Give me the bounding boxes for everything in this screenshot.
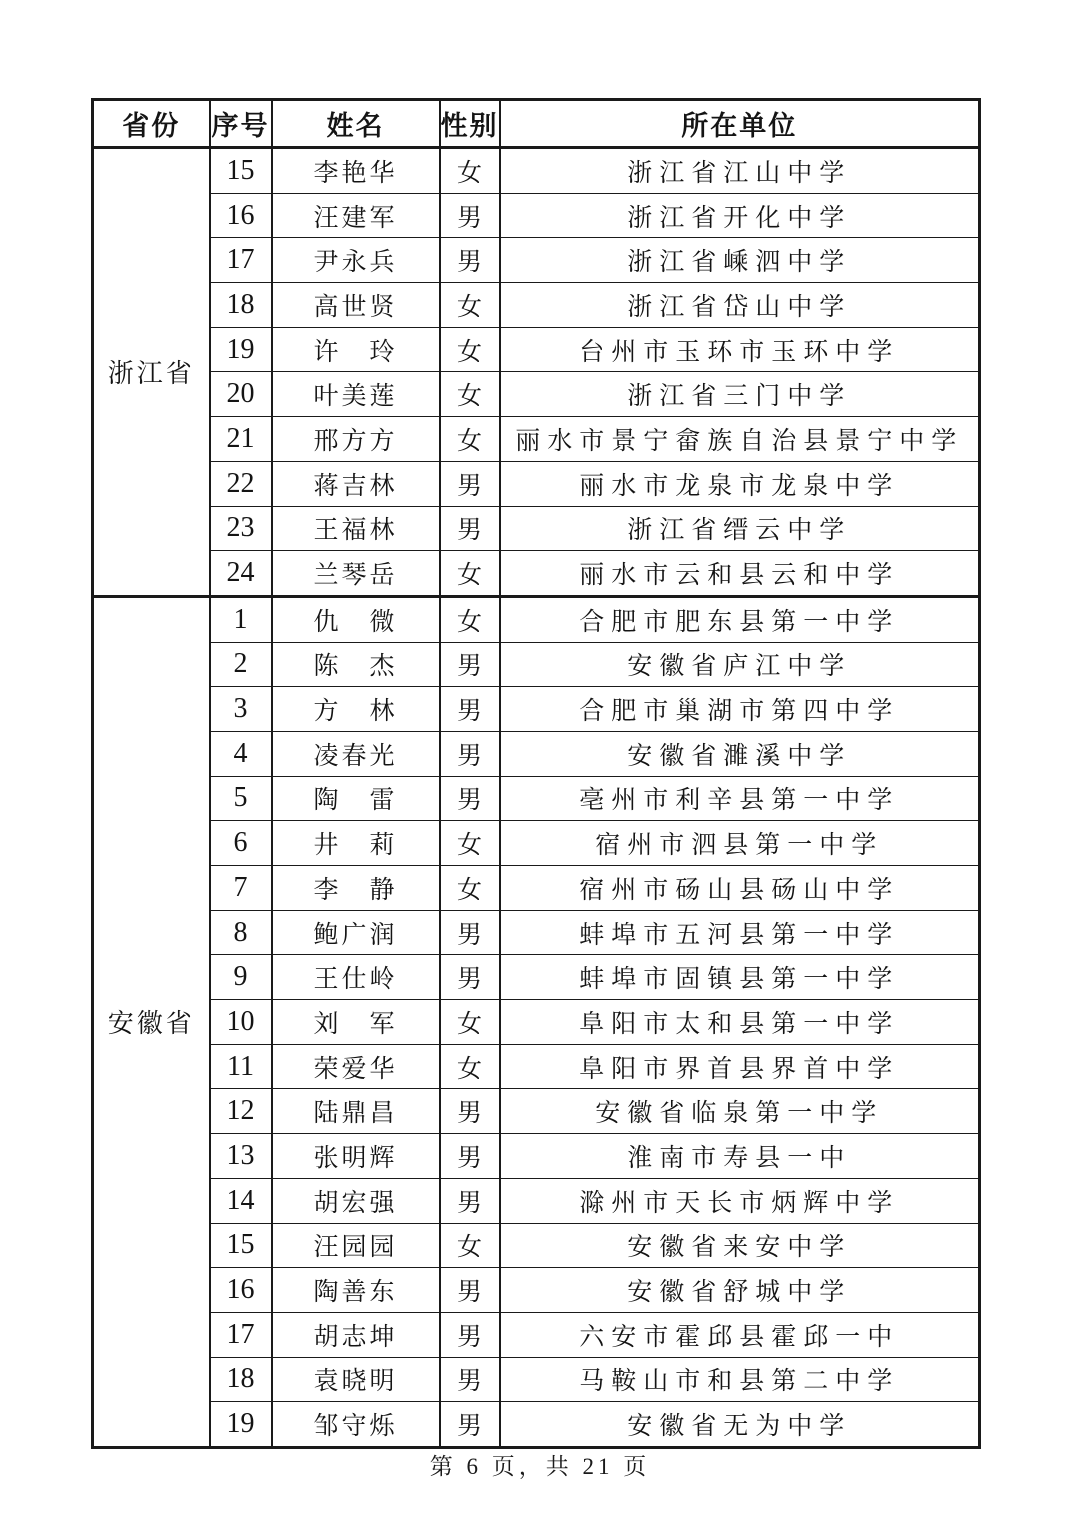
name-cell: 汪园园 [272,1223,440,1268]
serial-cell: 2 [210,642,272,687]
name-cell: 陶善东 [272,1268,440,1313]
unit-cell: 丽水市景宁畲族自治县景宁中学 [500,417,980,462]
serial-cell: 13 [210,1134,272,1179]
serial-cell: 21 [210,417,272,462]
serial-cell: 16 [210,193,272,238]
gender-cell: 男 [440,1178,500,1223]
serial-cell: 14 [210,1178,272,1223]
name-cell: 鲍广润 [272,910,440,955]
serial-cell: 11 [210,1044,272,1089]
unit-cell: 宿州市砀山县砀山中学 [500,866,980,911]
gender-cell: 男 [440,506,500,551]
name-cell: 方 林 [272,687,440,732]
table-row [93,821,980,866]
column-header-name: 姓名 [272,100,440,148]
roster-table [91,98,981,1449]
table-row [93,461,980,506]
unit-cell: 浙江省江山中学 [500,148,980,194]
name-cell: 胡志坤 [272,1312,440,1357]
name-cell: 邹守烁 [272,1402,440,1448]
gender-cell: 男 [440,1268,500,1313]
name-cell: 兰琴岳 [272,551,440,597]
name-cell: 井 莉 [272,821,440,866]
name-cell: 胡宏强 [272,1178,440,1223]
table-row [93,596,980,642]
serial-cell: 17 [210,238,272,283]
gender-cell: 男 [440,1402,500,1448]
unit-cell: 安徽省舒城中学 [500,1268,980,1313]
serial-cell: 16 [210,1268,272,1313]
serial-cell: 9 [210,955,272,1000]
gender-cell: 女 [440,596,500,642]
serial-cell: 15 [210,1223,272,1268]
serial-cell: 4 [210,731,272,776]
table-row [93,506,980,551]
name-cell: 蒋吉林 [272,461,440,506]
unit-cell: 六安市霍邱县霍邱一中 [500,1312,980,1357]
table-row [93,283,980,328]
unit-cell: 浙江省三门中学 [500,372,980,417]
name-cell: 王福林 [272,506,440,551]
province-cell: 浙江省 [93,148,210,597]
table-row [93,327,980,372]
gender-cell: 男 [440,776,500,821]
serial-cell: 6 [210,821,272,866]
unit-cell: 浙江省岱山中学 [500,283,980,328]
table-row [93,372,980,417]
table-row [93,193,980,238]
serial-cell: 18 [210,283,272,328]
table-row [93,1134,980,1179]
gender-cell: 女 [440,1044,500,1089]
table-row [93,1223,980,1268]
table-row [93,731,980,776]
name-cell: 刘 军 [272,1000,440,1045]
unit-cell: 阜阳市界首县界首中学 [500,1044,980,1089]
name-cell: 仇 微 [272,596,440,642]
serial-cell: 5 [210,776,272,821]
unit-cell: 淮南市寿县一中 [500,1134,980,1179]
gender-cell: 女 [440,417,500,462]
table-row [93,238,980,283]
name-cell: 许 玲 [272,327,440,372]
gender-cell: 男 [440,731,500,776]
table-row [93,955,980,1000]
unit-cell: 合肥市巢湖市第四中学 [500,687,980,732]
table-row [93,1357,980,1402]
table-row [93,776,980,821]
table-row [93,642,980,687]
gender-cell: 男 [440,1357,500,1402]
gender-cell: 男 [440,687,500,732]
unit-cell: 蚌埠市固镇县第一中学 [500,955,980,1000]
table-body [93,148,980,1448]
gender-cell: 女 [440,283,500,328]
table-row [93,687,980,732]
province-cell: 安徽省 [93,596,210,1447]
name-cell: 陆鼎昌 [272,1089,440,1134]
serial-cell: 19 [210,1402,272,1448]
column-header-gender: 性别 [440,100,500,148]
unit-cell: 阜阳市太和县第一中学 [500,1000,980,1045]
unit-cell: 亳州市利辛县第一中学 [500,776,980,821]
serial-cell: 24 [210,551,272,597]
name-cell: 汪建军 [272,193,440,238]
gender-cell: 女 [440,372,500,417]
serial-cell: 12 [210,1089,272,1134]
unit-cell: 马鞍山市和县第二中学 [500,1357,980,1402]
column-header-serial: 序号 [210,100,272,148]
table-row [93,551,980,597]
serial-cell: 23 [210,506,272,551]
serial-cell: 22 [210,461,272,506]
gender-cell: 男 [440,910,500,955]
name-cell: 陈 杰 [272,642,440,687]
gender-cell: 女 [440,821,500,866]
serial-cell: 1 [210,596,272,642]
page-number-footer: 第 6 页，共 21 页 [429,1454,651,1479]
table-header-row [93,100,980,148]
gender-cell: 男 [440,1089,500,1134]
serial-cell: 8 [210,910,272,955]
serial-cell: 19 [210,327,272,372]
table-row [93,1178,980,1223]
gender-cell: 男 [440,1312,500,1357]
gender-cell: 男 [440,642,500,687]
name-cell: 陶 雷 [272,776,440,821]
name-cell: 叶美莲 [272,372,440,417]
serial-cell: 7 [210,866,272,911]
gender-cell: 女 [440,866,500,911]
name-cell: 王仕岭 [272,955,440,1000]
unit-cell: 安徽省临泉第一中学 [500,1089,980,1134]
table-row [93,1312,980,1357]
unit-cell: 蚌埠市五河县第一中学 [500,910,980,955]
unit-cell: 台州市玉环市玉环中学 [500,327,980,372]
table-row [93,1089,980,1134]
unit-cell: 浙江省嵊泗中学 [500,238,980,283]
table-row [93,1000,980,1045]
name-cell: 李艳华 [272,148,440,194]
name-cell: 李 静 [272,866,440,911]
column-header-province: 省份 [93,100,210,148]
unit-cell: 安徽省来安中学 [500,1223,980,1268]
name-cell: 邢方方 [272,417,440,462]
table-row [93,148,980,194]
gender-cell: 女 [440,1000,500,1045]
column-header-unit: 所在单位 [500,100,980,148]
gender-cell: 男 [440,1134,500,1179]
gender-cell: 女 [440,551,500,597]
unit-cell: 合肥市肥东县第一中学 [500,596,980,642]
unit-cell: 安徽省庐江中学 [500,642,980,687]
name-cell: 荣爱华 [272,1044,440,1089]
unit-cell: 丽水市云和县云和中学 [500,551,980,597]
name-cell: 张明辉 [272,1134,440,1179]
table-row [93,910,980,955]
serial-cell: 15 [210,148,272,194]
unit-cell: 安徽省濉溪中学 [500,731,980,776]
gender-cell: 男 [440,461,500,506]
table-row [93,1268,980,1313]
unit-cell: 丽水市龙泉市龙泉中学 [500,461,980,506]
gender-cell: 女 [440,327,500,372]
gender-cell: 女 [440,148,500,194]
name-cell: 袁晓明 [272,1357,440,1402]
name-cell: 凌春光 [272,731,440,776]
table-row [93,1044,980,1089]
unit-cell: 浙江省缙云中学 [500,506,980,551]
unit-cell: 滁州市天长市炳辉中学 [500,1178,980,1223]
gender-cell: 男 [440,193,500,238]
table-row [93,1402,980,1448]
unit-cell: 安徽省无为中学 [500,1402,980,1448]
name-cell: 高世贤 [272,283,440,328]
serial-cell: 20 [210,372,272,417]
unit-cell: 浙江省开化中学 [500,193,980,238]
gender-cell: 男 [440,955,500,1000]
name-cell: 尹永兵 [272,238,440,283]
serial-cell: 3 [210,687,272,732]
table-row [93,417,980,462]
gender-cell: 男 [440,238,500,283]
unit-cell: 宿州市泗县第一中学 [500,821,980,866]
table-row [93,866,980,911]
serial-cell: 18 [210,1357,272,1402]
serial-cell: 17 [210,1312,272,1357]
serial-cell: 10 [210,1000,272,1045]
gender-cell: 女 [440,1223,500,1268]
